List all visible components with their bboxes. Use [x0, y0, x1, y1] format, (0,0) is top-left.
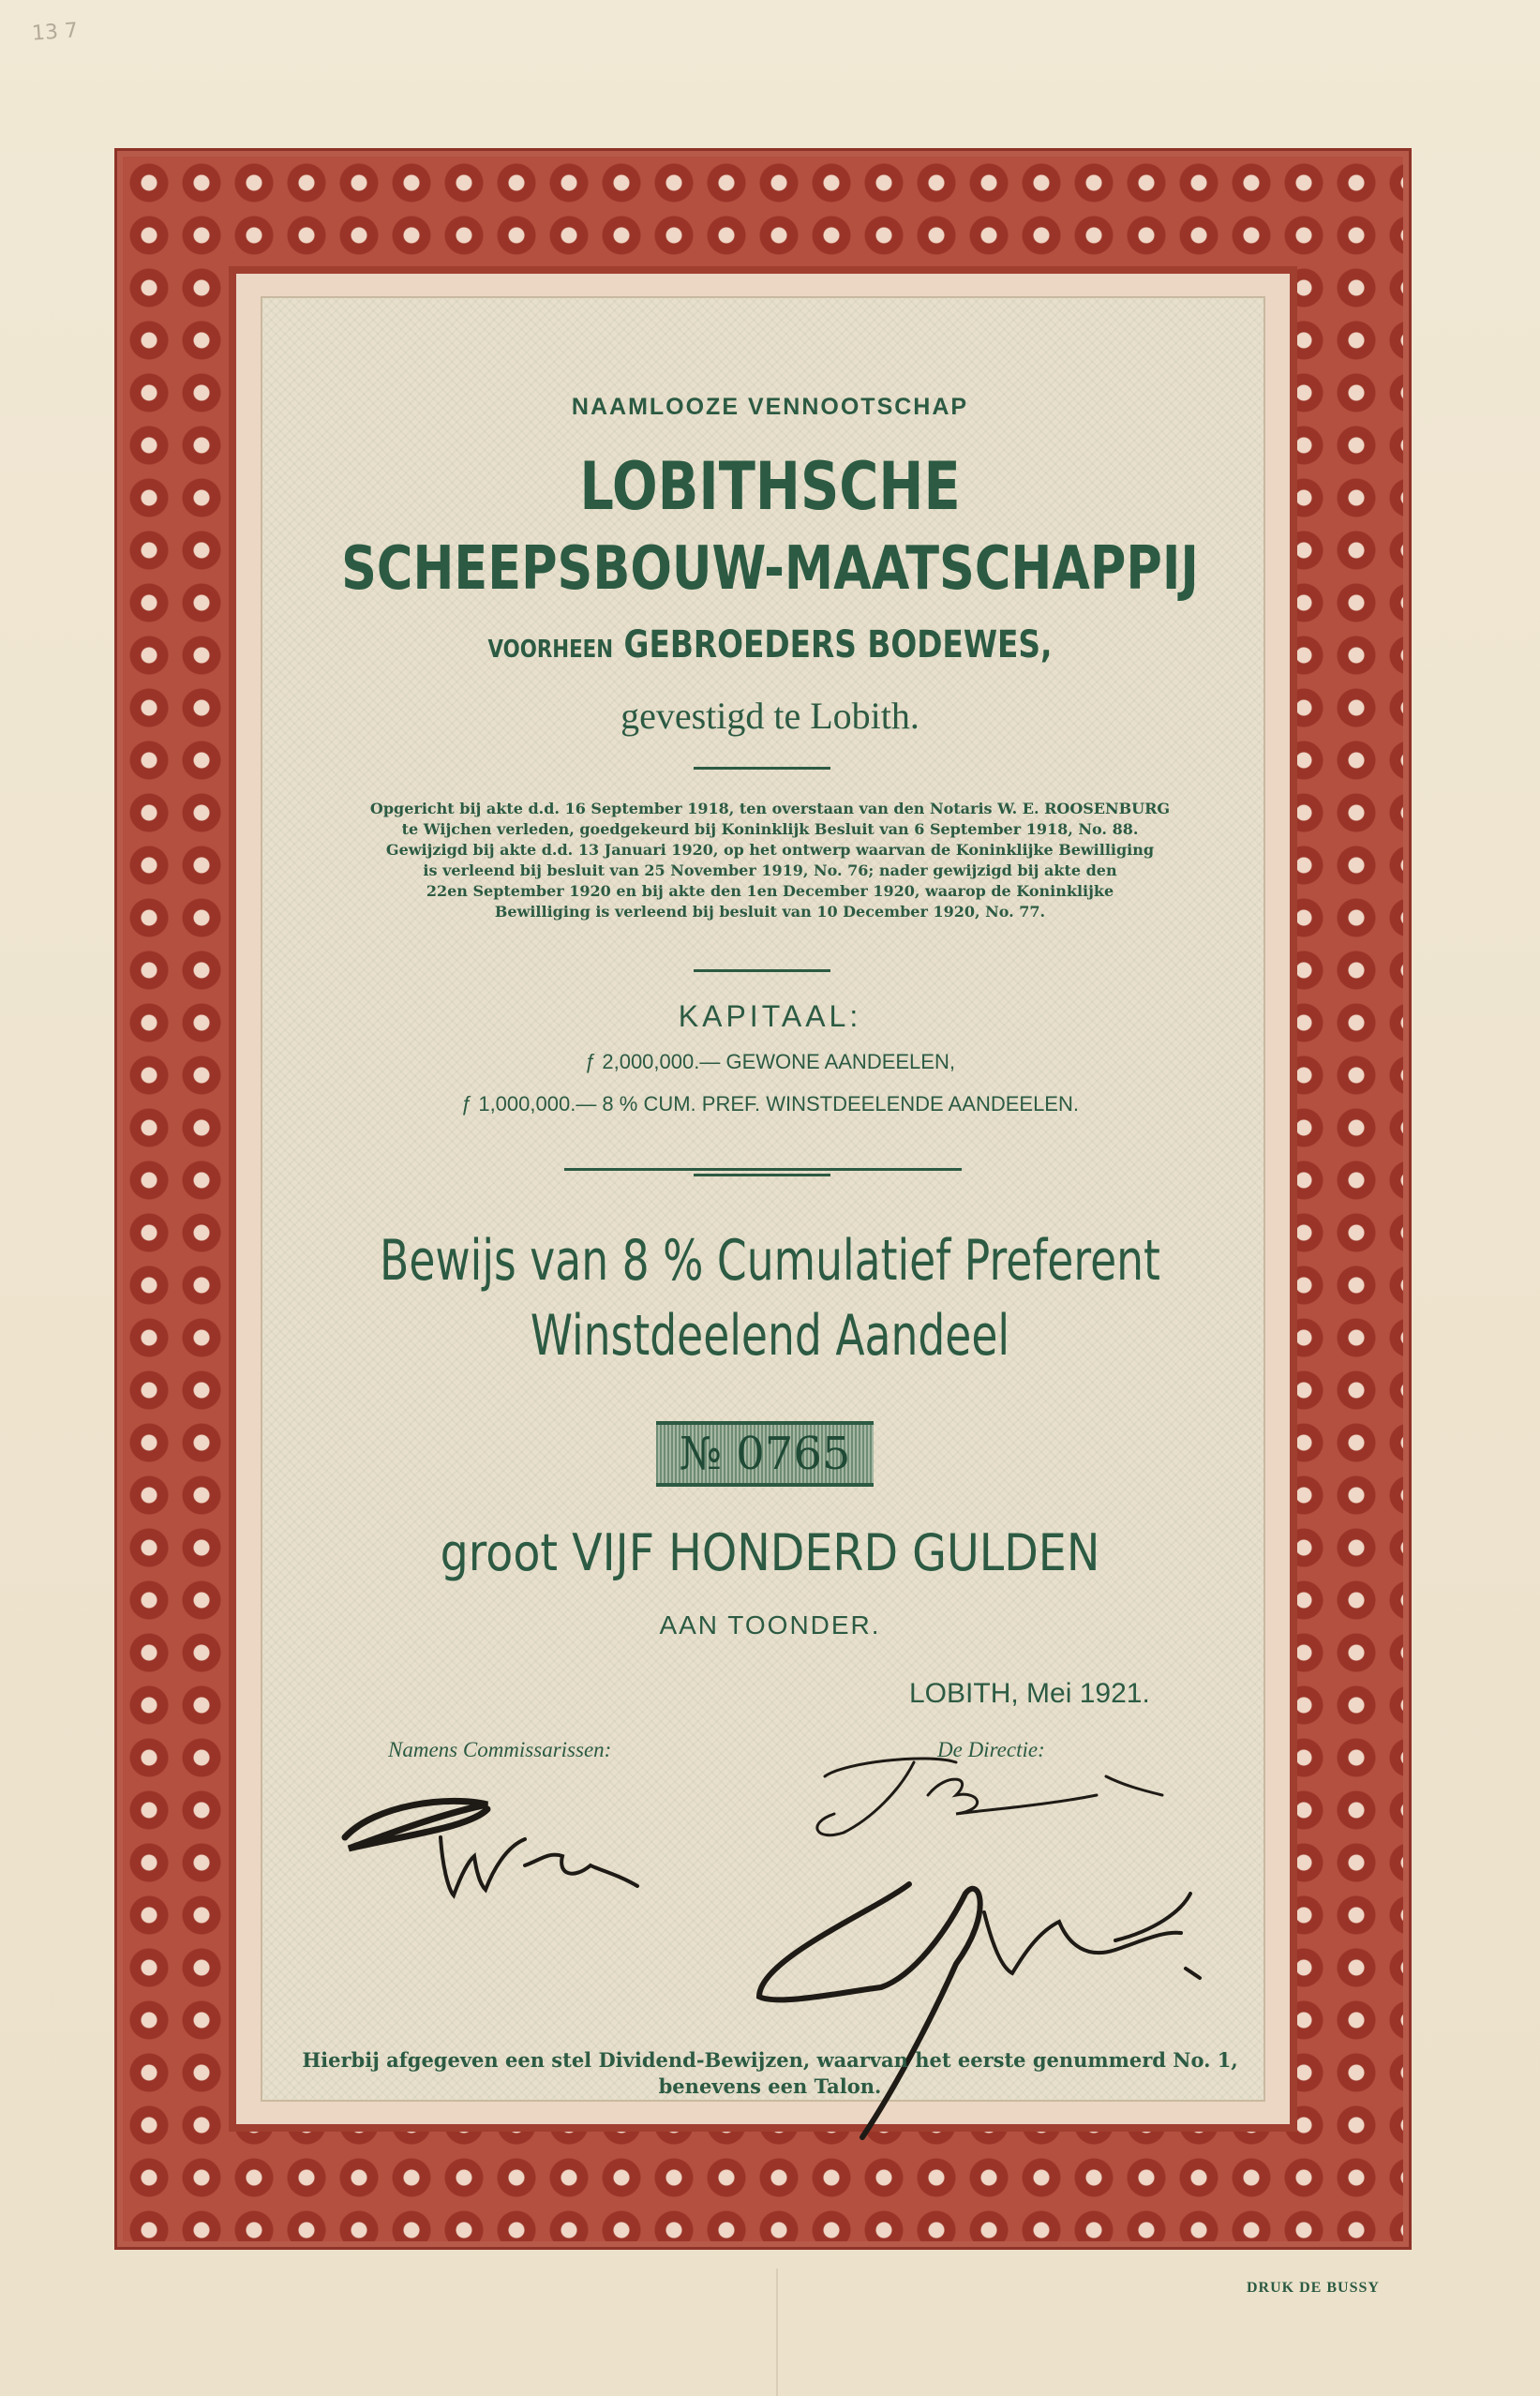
company-type: NAAMLOOZE VENNOOTSCHAP [571, 394, 969, 420]
founding-line: Opgericht bij akte d.d. 16 September 1918, ten overstaan van den Notaris W. E. ROOSENBURG [369, 800, 1171, 817]
certificate-title-line1: Bewijs van 8 % Cumulatief Preferent [380, 1228, 1160, 1294]
company-name-line2: SCHEEPSBOUW-MAATSCHAPPIJ [341, 534, 1199, 604]
founding-line: Bewilliging is verleend bij besluit van 10 December 1920, No. 77. [494, 903, 1046, 921]
certificate-number: № 0765 [679, 1428, 851, 1480]
capital-line-2: ƒ 1,000,000.— 8 % CUM. PREF. WINSTDEELENDE AANDEELEN. [460, 1092, 1079, 1116]
capital-heading: KAPITAAL: [678, 999, 862, 1033]
pencil-mark: 13 7 [31, 19, 79, 46]
footer-note [0, 2047, 1540, 2100]
formerly-name: GEBROEDERS BODEWES, [623, 623, 1053, 666]
signature-commissioner [345, 1801, 637, 1895]
printer-mark: DRUK DE BUSSY [1247, 2280, 1380, 2296]
founding-line: Gewijzigd bij akte d.d. 13 Januari 1920, op het ontwerp waarvan de Koninklijke Bewilliging [385, 841, 1155, 859]
company-name-line1: LOBITHSCHE [579, 448, 961, 525]
nominal-amount: groot VIJF HONDERD GULDEN [440, 1523, 1100, 1582]
founding-line: 22en September 1920 en bij akte den 1en December 1920, waarop de Koninklijke [426, 882, 1114, 900]
place-date: LOBITH, Mei 1921. [909, 1678, 1150, 1709]
footer-line-2: benevens een Talon. [658, 2074, 882, 2098]
founding-line: is verleend bij besluit van 25 November 1919, No. 76; nader gewijzigd bij akte den [423, 861, 1117, 879]
footer-line-1: Hierbij afgegeven een stel Dividend-Bewijzen, waarvan het eerste genummerd No. 1, [302, 2048, 1238, 2072]
formerly-prefix: VOORHEEN [487, 636, 614, 664]
bearer-note: AAN TOONDER. [659, 1610, 881, 1640]
capital-line-1: ƒ 2,000,000.— GEWONE AANDEELEN, [585, 1050, 955, 1073]
commissioners-label: Namens Commissarissen: [388, 1738, 612, 1761]
directors-label: De Directie: [937, 1738, 1045, 1761]
company-seat: gevestigd te Lobith. [620, 695, 920, 737]
certificate-title-line2: Winstdeelend Aandeel [530, 1303, 1010, 1369]
founding-line: te Wijchen verleden, goedgekeurd bij Koninklijk Besluit van 6 September 1918, No. 88. [401, 820, 1139, 838]
signature-director-1 [817, 1759, 1162, 1835]
